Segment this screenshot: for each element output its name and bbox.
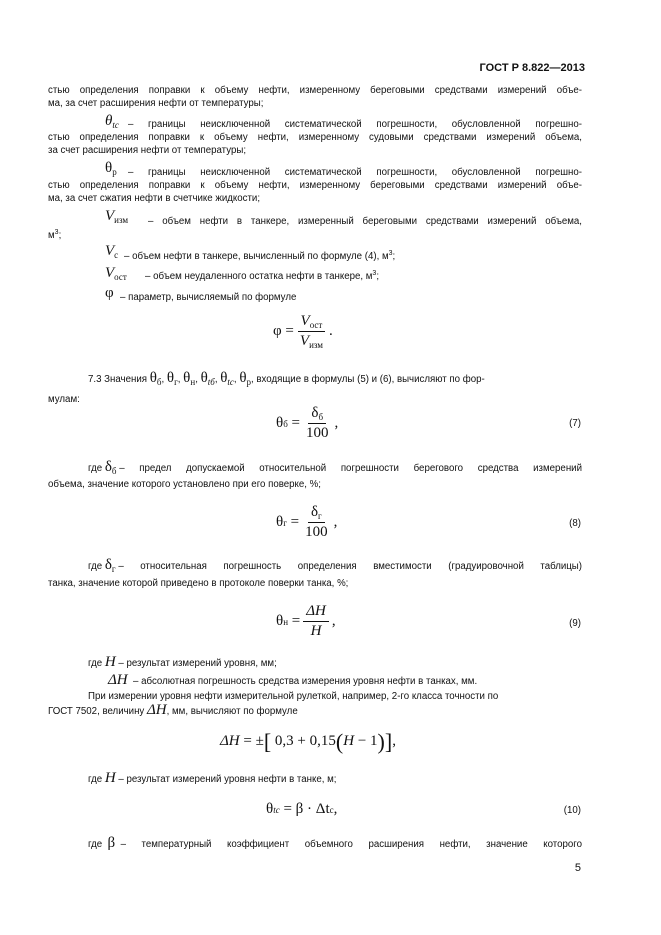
phi-text: – параметр, вычисляемый по формуле (120, 292, 297, 303)
theta-p-line2: стью определения поправки к объему нефти, измеренному береговыми средствами измерений объе- (48, 180, 582, 191)
theta-p-line3: ма, за счет сжатия нефти в счетчике жидкости; (48, 193, 261, 204)
h-def1: где H – результат измерений уровня, мм; (88, 654, 277, 670)
delta-g-line1: где $\delta_г$ – относительная погрешность определения вместимости (градуировочной таблицы) (88, 557, 582, 574)
v-izm-line2: $м^3$; (48, 229, 62, 241)
formula-10-number: (10) (563, 805, 581, 816)
theta-tc-line2: стью определения поправки к объему нефти, измеренному судовыми средствами измерений объема, (48, 132, 582, 143)
phi-symbol: φ (105, 285, 114, 301)
para1-line1: стью определения поправки к объему нефти, измеренному береговыми средствами измерений объе- (48, 85, 582, 96)
theta-p-symbol: $\theta_р$ (105, 160, 117, 177)
formula-7: θ б = $\frac{\delta_б}{100}$ , (276, 405, 339, 441)
v-izm-symbol: $V_{изм}$ (105, 208, 129, 225)
v-c-text: – объем нефти в танкере, вычисленный по формуле (4), $м^3$; (124, 250, 396, 262)
formula-dh: ΔH = ± [ 0,3 + 0,15 ( H − 1 ) ] , (220, 729, 396, 754)
delta-b-line1: где $\delta_б$ – предел допускаемой относительной погрешности берегового средства измерений (88, 459, 582, 476)
beta-def: где β – температурный коэффициент объемного расширения нефти, значение которого (88, 835, 582, 851)
v-ost-symbol: $V_{ост}$ (105, 265, 127, 282)
formula-10: θ tc = β · Δt с , (266, 801, 338, 817)
formula-8-number: (8) (569, 518, 581, 529)
page-number: 5 (574, 862, 581, 874)
theta-p-line1: – границы неисключенной систематической погрешности, обусловленной погрешно- (128, 167, 582, 178)
formula-9-number: (9) (569, 618, 581, 629)
theta-tc-symbol: $\theta_{tc}$ (105, 113, 119, 130)
theta-tc-line3: за счет расширения нефти от температуры; (48, 145, 247, 156)
v-c-symbol: $V_с$ (105, 243, 119, 260)
v-ost-text: – объем неудаленного остатка нефти в танкере, $м^3$; (145, 270, 380, 282)
delta-b-line2: объема, значение которого установлено при его поверке, %; (48, 479, 321, 490)
para1-line2: ма, за счет расширения нефти от температуры; (48, 98, 264, 109)
formula-8: θ г = $\frac{\delta_г}{100}$ , (276, 504, 338, 540)
h-def2: где H – результат измерений уровня нефти в танке, м; (88, 770, 337, 786)
ruler-line1: При измерении уровня нефти измерительной рулеткой, например, 2-го класса точности по (88, 691, 499, 702)
formula-9: θ н = $\frac{\Delta H}{H}$ , (276, 603, 336, 639)
formula-phi: φ = $\frac{V_{ост}}{V_{изм}}$ . (273, 313, 333, 350)
v-izm-line1: – объем нефти в танкере, измеренный береговыми средствами измерений объема, (148, 216, 582, 227)
section-7-3-line1: 7.3 Значения $\theta_б$ , $\theta_г$ , $\theta_н$ , $\theta_{tб}$ , $\theta_{tc}$ , $\theta_р$ , входящие в формулы (5) и (6), вычисляют по фор- (88, 370, 485, 387)
theta-tc-line1: – границы неисключенной систематической погрешности, обусловленной погрешно- (128, 119, 582, 130)
delta-g-line2: танка, значение которой приведено в протоколе поверки танка, %; (48, 578, 349, 589)
formula-7-number: (7) (569, 418, 581, 429)
section-7-3-line2: мулам: (48, 394, 80, 405)
ruler-line2: ГОСТ 7502, величину ΔH , мм, вычисляют по формуле (48, 702, 298, 718)
dh-def: ΔH – абсолютная погрешность средства измерения уровня нефти в танках, мм. (108, 672, 478, 688)
document-header: ГОСТ Р 8.822—2013 (479, 62, 585, 74)
